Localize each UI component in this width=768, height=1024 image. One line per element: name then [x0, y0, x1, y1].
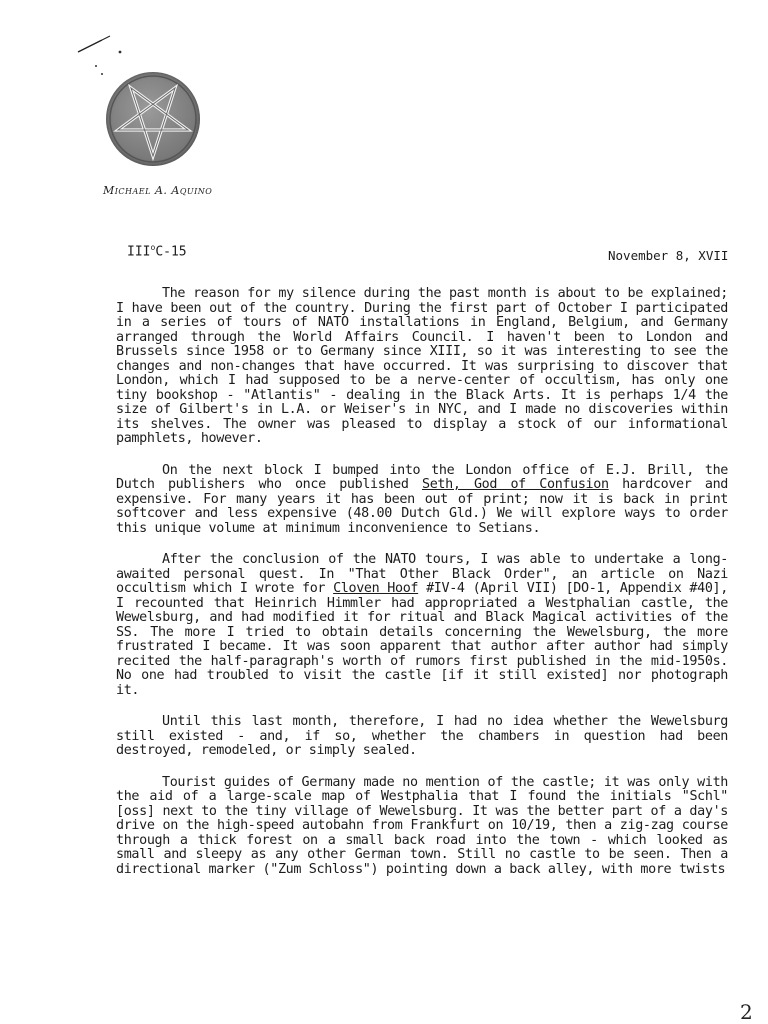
paragraph-3: After the conclusion of the NATO tours, I was able to undertake a long-awaited personal quest. In "That Other Black Order", an article on Nazi occultism which I wrote for Cloven Hoof #IV-4 (April VII) [DO-1, Appendix #40], I recounted that Heinrich Himmler had appropriated a Westphalian castle, the Wewelsburg, and had modified it for ritual and Black Magical activities of the SS. The more I tried to obtain details concerning the Wewelsburg, the more frustrated I became. It was soon apparent that author after author had simply recited the half-paragraph's worth of rumors first published in the mid-1950s. No one had troubled to visit the castle [if it still existed] nor photograph it.: [116, 552, 728, 698]
letterhead-name: Michael A. Aquino: [103, 184, 213, 197]
reference-prefix: III: [127, 244, 151, 260]
reference-code: [127, 243, 187, 259]
paragraph-4: Until this last month, therefore, I had no idea whether the Wewelsburg still existed - and, if so, whether the chambers in question had been destroyed, remodeled, or simply sealed.: [116, 714, 728, 758]
paragraph-5: Tourist guides of Germany made no mention of the castle; it was only with the aid of a large-scale map of Westphalia that I found the initials "Schl"[oss] next to the tiny village of Wewelsburg. It was the better part of a day's drive on the high-speed autobahn from Frankfurt on 10/19, then a zig-zag course through a thick forest on a small back road into the town - which looked as small and sleepy as any other German town. Still no castle to be seen. Then a directional marker ("Zum Schloss") pointing down a back alley, with more twists: [116, 774, 728, 877]
paragraph-1: The reason for my silence during the past month is about to be explained; I have been out of the country. During the first part of October I participated in a series of tours of NATO installations in England, Belgium, and Germany arranged through the World Affairs Council. I haven't been to London and Brussels since 1958 or to Germany since XIII, so it was interesting to see the changes and non-changes that have occurred. It was surprising to discover that London, which I had supposed to be a nerve-center of occultism, has only one tiny bookshop - "Atlantis" - dealing in the Black Arts. It is perhaps 1/4 the size of Gilbert's in L.A. or Weiser's in NYC, and I made no discoveries within its shelves. The owner was pleased to display a stock of our informational pamphlets, however.: [116, 286, 728, 446]
reference-suffix: C-15: [155, 244, 187, 260]
magazine-title-cloven-hoof: Cloven Hoof: [333, 581, 419, 596]
book-title-seth: Seth, God of Confusion: [422, 477, 609, 492]
pentagram-seal-icon: [106, 72, 200, 166]
letter-date: November 8, XVII: [608, 248, 729, 263]
paragraph-2: On the next block I bumped into the London office of E.J. Brill, the Dutch publishers who once published Seth, God of Confusion hardcover and expensive. For many years it has been out of print; now it is back in print softcover and less expensive (48.00 Dutch Gld.) We will explore ways to order this unique volume at minimum inconvenience to Setians.: [116, 462, 728, 536]
reference-degree: o: [150, 243, 156, 252]
page-number: 2: [740, 1000, 753, 1024]
letter-body: [116, 287, 728, 894]
pen-stroke-mark: [74, 28, 134, 78]
